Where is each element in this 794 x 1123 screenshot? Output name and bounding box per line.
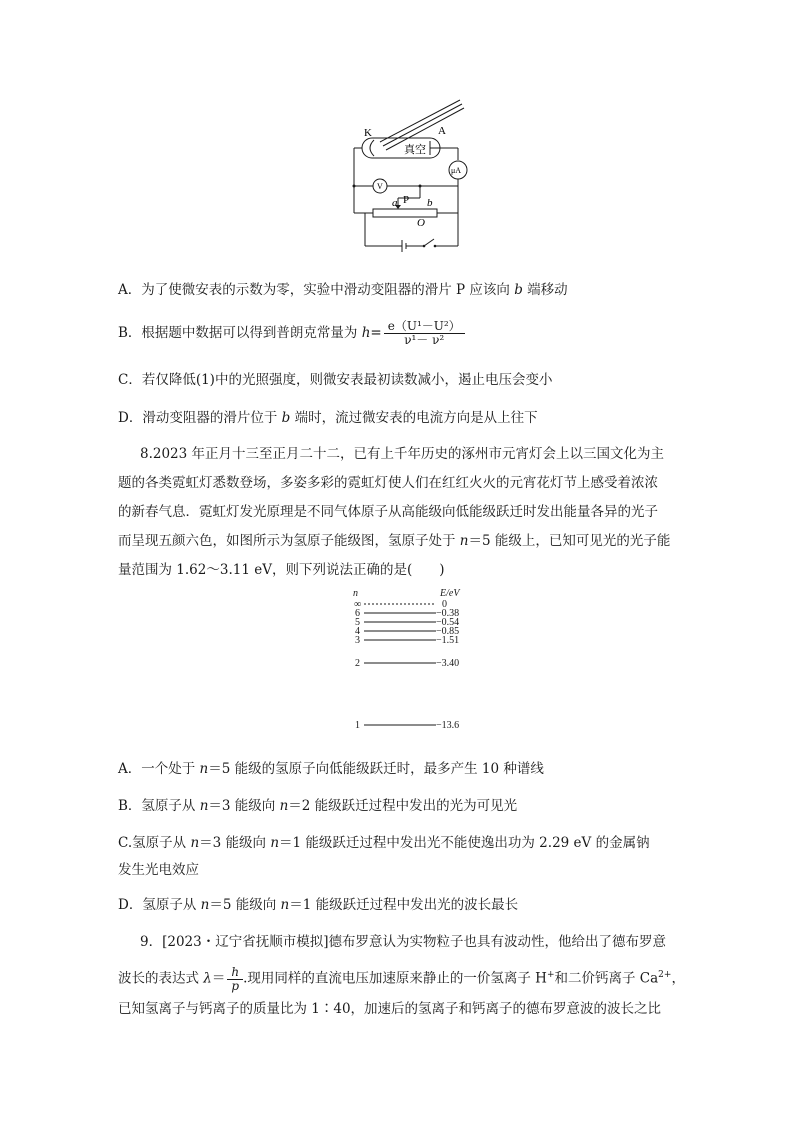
label-b-end: b	[427, 197, 433, 209]
level-1-e: −13.6	[436, 720, 460, 731]
level-6-e: −0.38	[436, 608, 460, 619]
label-o: O	[417, 217, 425, 229]
level-inf-n: ∞	[354, 599, 362, 610]
q8-stem-line-3: 的新春气息．霓虹灯发光原理是不同气体原子从高能级向低能级跃迁时发出能量各异的光子	[118, 504, 658, 520]
q7-option-d: D．滑动变阻器的滑片位于 b 端时，流过微安表的电流方向是从上往下	[118, 410, 538, 426]
q8-stem-line-5: 量范围为 1.62～3.11 eV，则下列说法正确的是( )	[118, 562, 445, 578]
label-anode-a: A	[438, 125, 446, 137]
q8-stem-line-1: 8.2023 年正月十三至正月二十二，已有上千年历史的涿州市元宵灯会上以三国文化为主	[140, 446, 665, 462]
q7-option-a: A．为了使微安表的示数为零，实验中滑动变阻器的滑片 P 应该向 b 端移动	[118, 282, 568, 298]
q7-option-c: C．若仅降低(1)中的光照强度，则微安表最初读数减小，遏止电压会变小	[118, 372, 553, 388]
level-3-n: 3	[355, 635, 360, 646]
q8-stem-line-4: 而呈现五颜六色，如图所示为氢原子能级图，氢原子处于 n＝5 能级上，已知可见光的光子能	[118, 533, 671, 549]
hydrogen-energy-level-diagram	[350, 588, 480, 738]
label-k: K	[364, 127, 372, 139]
level-4-n: 4	[355, 626, 360, 637]
label-voltmeter: V	[377, 182, 383, 191]
q8-option-c-line-2: 发生光电效应	[118, 862, 199, 878]
label-p: P	[403, 194, 410, 206]
q8-option-c: C.氢原子从 n＝3 能级向 n＝1 能级跃迁过程中发出光不能使逸出功为 2.29 eV 的金属钠	[118, 835, 650, 851]
level-1-n: 1	[355, 720, 360, 731]
q9-stem-line-2: 波长的表达式 λ＝ $\frac{h}{p}$ .现用同样的直流电压加速原来静止的一价氢离子 H+和二价钙离子 $Ca^{2+}$，	[118, 964, 685, 993]
level-5-n: 5	[355, 617, 360, 628]
de-broglie-fraction: $\frac{h}{p}$	[227, 966, 243, 993]
planck-fraction: $\frac{\text{e（U¹－U²）}}{\text{ν¹－ ν²}}$	[384, 320, 465, 347]
level-5-e: −0.54	[436, 617, 460, 628]
diagram-n-header: n	[353, 588, 358, 599]
level-3-e: −1.51	[436, 635, 460, 646]
label-microammeter: μA	[451, 166, 462, 175]
level-2-e: −3.40	[436, 658, 460, 669]
q9-stem-line-3: 已知氢离子与钙离子的质量比为 1∶40，加速后的氢离子和钙离子的德布罗意波的波长之比	[118, 1001, 662, 1017]
level-6-n: 6	[355, 608, 360, 619]
q8-option-a: A．一个处于 n＝5 能级的氢原子向低能级跃迁时，最多产生 10 种谱线	[118, 761, 544, 777]
level-inf-e: 0	[442, 599, 447, 610]
level-2-n: 2	[355, 658, 360, 669]
q7-option-b: B．根据题中数据可以得到普朗克常量为 h= $\frac{\text{e（U¹－U²）}}{\text{ν¹－ ν²}}$	[118, 318, 465, 348]
photoelectric-circuit-diagram	[340, 98, 470, 258]
level-4-e: −0.85	[436, 626, 460, 637]
q9-stem-line-1: 9．[2023・辽宁省抚顺市模拟]德布罗意认为实物粒子也具有波动性，他给出了德布罗意	[140, 934, 666, 950]
q8-stem-line-2: 题的各类霓虹灯悉数登场，多姿多彩的霓虹灯使人们在红红火火的元宵花灯节上感受着浓浓	[118, 475, 658, 491]
q8-option-d: D．氢原子从 n＝5 能级向 n＝1 能级跃迁过程中发出光的波长最长	[118, 897, 519, 913]
diagram-e-header: E/eV	[440, 588, 460, 599]
label-vacuum: 真空	[404, 144, 426, 156]
q8-option-b: B．氢原子从 n＝3 能级向 n＝2 能级跃迁过程中发出的光为可见光	[118, 798, 518, 814]
label-a-end: a	[392, 197, 398, 209]
